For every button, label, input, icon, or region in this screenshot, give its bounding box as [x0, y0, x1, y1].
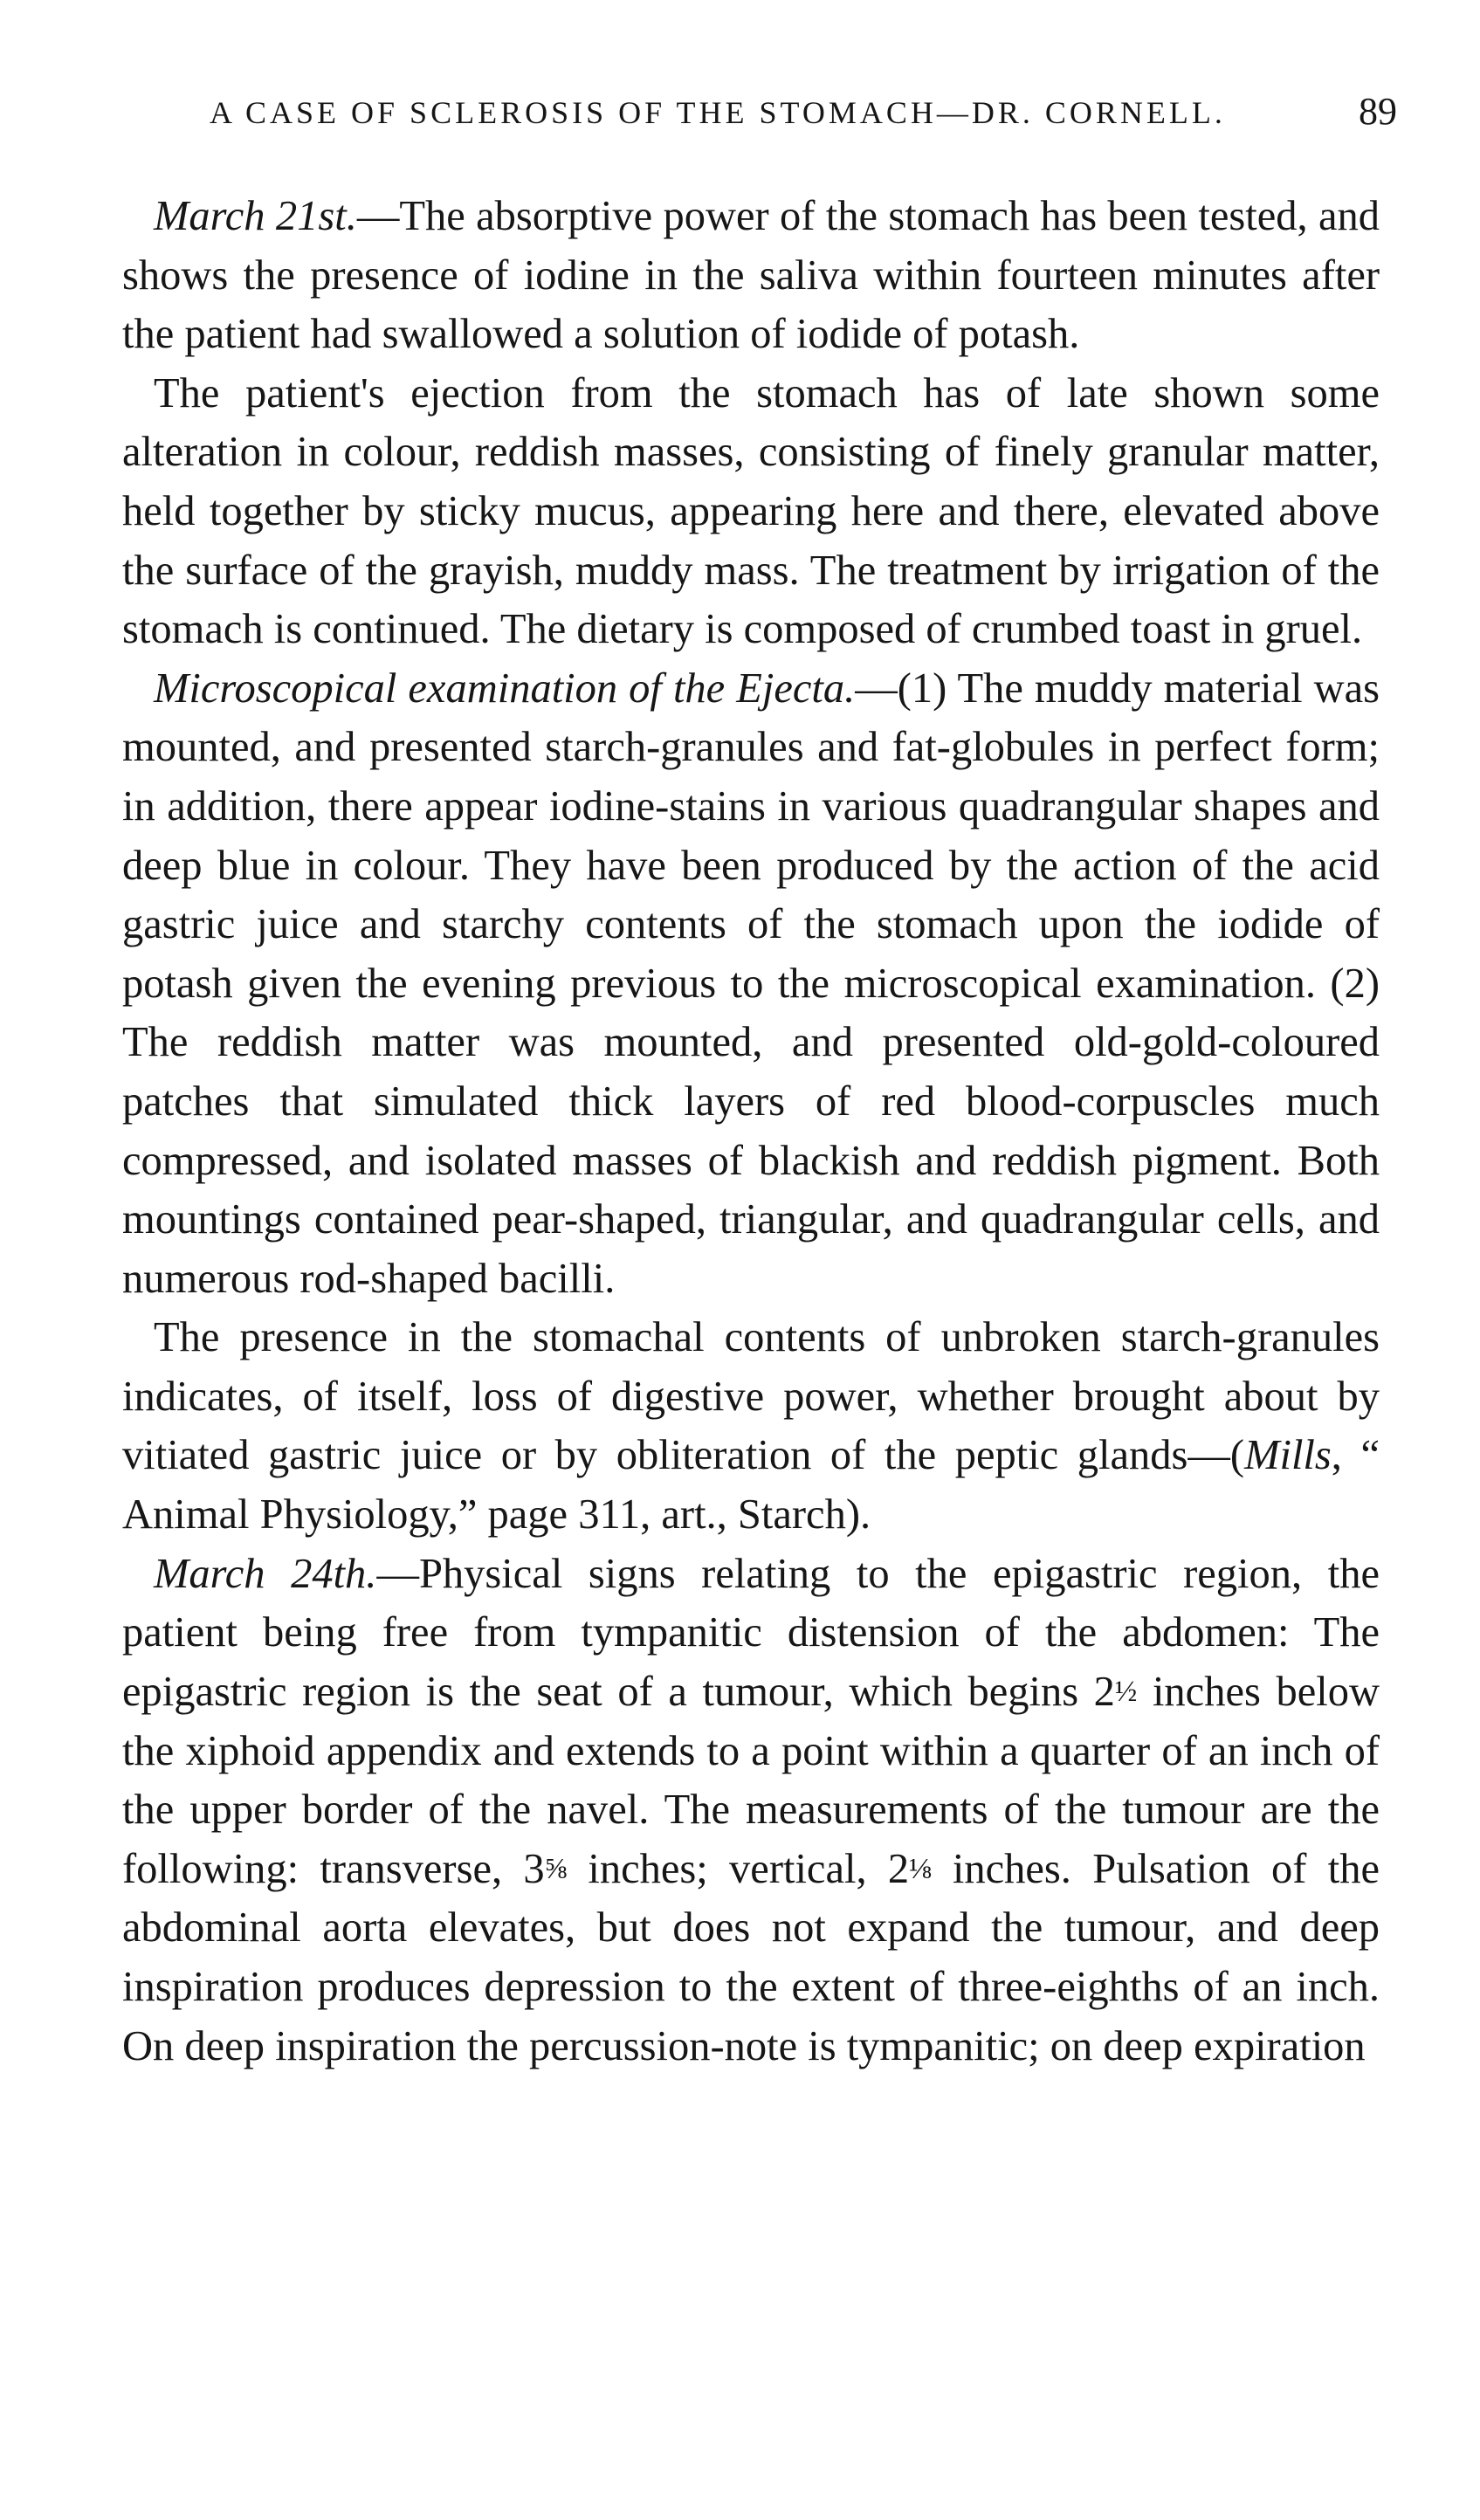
- paragraph-text: —The absorptive power of the stomach has been tested, and shows the presence of iodine in the saliva within fourteen minutes after the patient had swallowed a solution of iodide of potash.: [122, 193, 1380, 358]
- paragraph-ejection: [122, 364, 1380, 659]
- paragraph-text: —Physical signs relating to the epigastric region, the patient being free from tympanitic distension of the abdomen: The epigastric region is the seat of a tumour, which begins: [122, 1550, 1380, 1715]
- paragraph-march-21: [122, 187, 1380, 364]
- measurement-fraction: ⅝: [544, 1852, 568, 1885]
- measurement: [888, 1846, 932, 1892]
- section-heading: Microscopical examination of the Ejecta.: [154, 664, 856, 712]
- page-header: [210, 90, 1397, 155]
- measurement-whole: 3: [523, 1845, 545, 1892]
- paragraph-march-24: [122, 1545, 1380, 2076]
- paragraph-text: The patient's ejection from the stomach has of late shown some alteration in colour, reddish masses, consisting of finely granular matter, held together by sticky mucus, appearing here and there, elevated above the surface of the grayish, muddy mass. The treatment by irrigation of the stomach is continued. The dietary is composed of crumbed toast in gruel.: [122, 369, 1380, 653]
- paragraph-text: inches. Pulsation of the abdominal aorta elevates, but does not expand the tumour, and deep inspiration produces depression to the extent of three-eighths of an inch. On deep inspiration the percussion-note is tympanitic; on deep expiration: [122, 1845, 1380, 2069]
- citation-author: Mills: [1244, 1432, 1332, 1479]
- paragraph-text: —(1) The muddy material was mounted, and presented starch-granules and fat-globules in perfect form; in addition, there appear iodine-stains in various quadrangular shapes and deep blue in colour. They have been produced by the action of the acid gastric juice and starchy contents of the stomach upon the iodide of potash given the evening previous to the microscopical examination. (2) The reddish matter was mounted, and presented old-gold-coloured patches that simulated thick layers of red blood-corpuscles much compressed, and isolated masses of blackish and reddish pigment. Both mountings contained pear-shaped, triangular, and quadrangular cells, and numerous rod-shaped bacilli.: [122, 664, 1380, 1302]
- measurement: [523, 1846, 567, 1892]
- measurement-whole: 2: [887, 1845, 910, 1892]
- measurement-whole: 2: [1093, 1668, 1115, 1715]
- entry-date: March 24th.: [154, 1550, 377, 1597]
- measurement: [1094, 1669, 1138, 1715]
- paragraph-text: , “ Animal Physiology,” page 311, art., Starch).: [122, 1432, 1380, 1539]
- entry-date: March 21st.: [154, 193, 357, 239]
- paragraph-starch: [122, 1308, 1380, 1544]
- page-number: 89: [1359, 90, 1397, 133]
- paragraph-text: The presence in the stomachal contents of unbroken starch-granules indicates, of itself, loss of digestive power, whether brought about by vitiated gastric juice or by obliteration of the peptic glands—(: [122, 1314, 1380, 1479]
- body-text: [122, 187, 1380, 2076]
- measurement-fraction: ⅛: [909, 1852, 932, 1885]
- running-title: A CASE OF SCLEROSIS OF THE STOMACH—DR. CORNELL.: [210, 95, 1226, 130]
- paragraph-text: inches below the xiphoid appendix and extends to a point within a quarter of an inch of the upper border of the navel. The measurements of the tumour are the following: transverse,: [122, 1668, 1380, 1892]
- paragraph-text: inches; vertical,: [567, 1845, 888, 1892]
- measurement-fraction: ½: [1114, 1675, 1138, 1708]
- paragraph-microscopical: [122, 659, 1380, 1309]
